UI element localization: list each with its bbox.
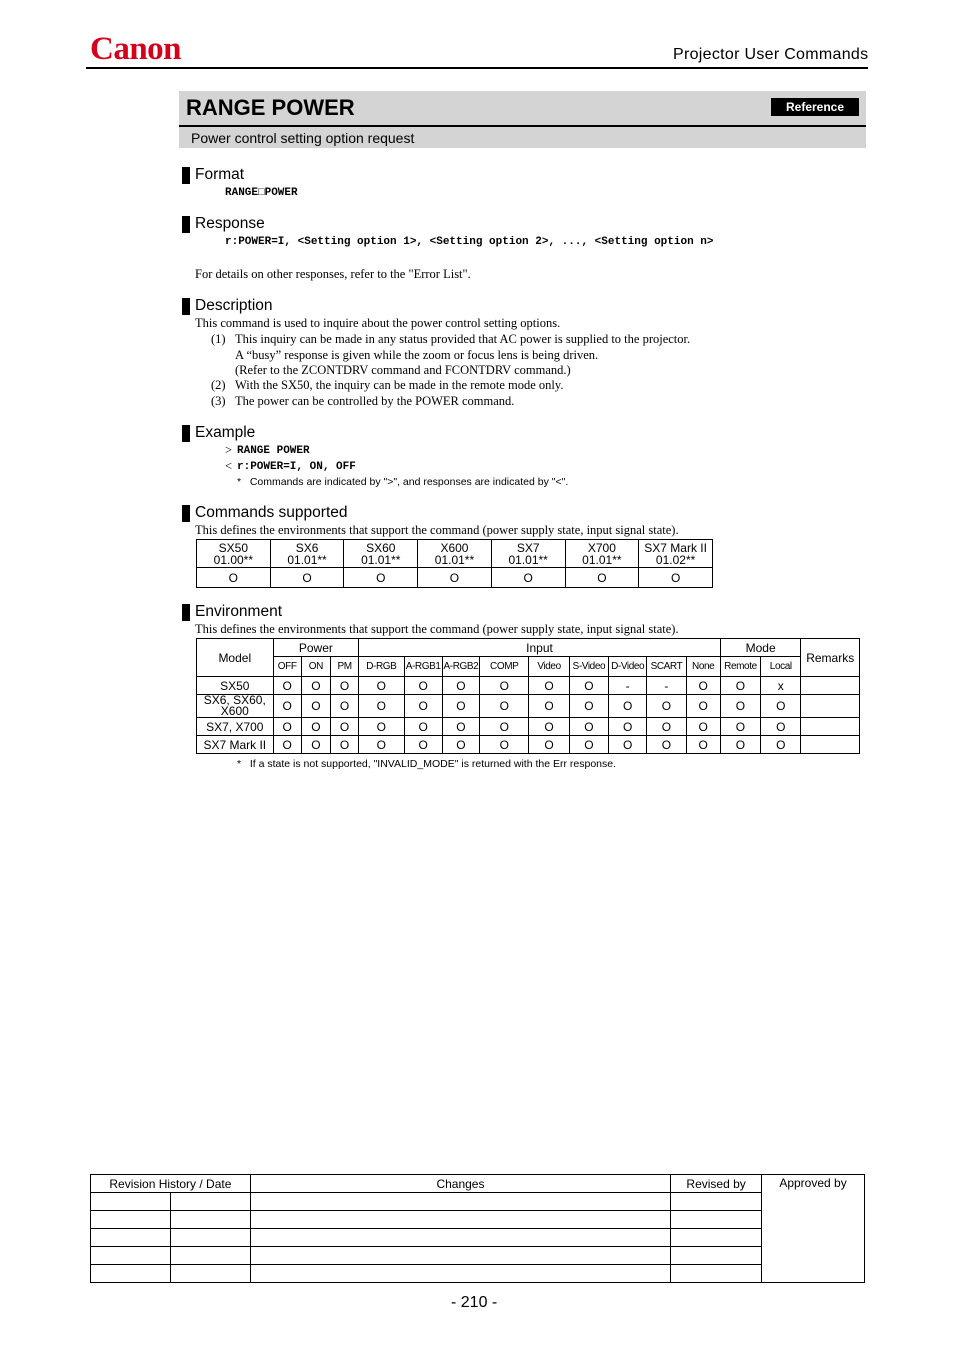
- state-value: O: [359, 695, 404, 718]
- state-column-header: PM: [330, 657, 358, 677]
- supported-intro: This defines the environments that support the command (power supply state, input signal state).: [195, 523, 679, 537]
- model-version-cell: X700 01.01**: [565, 540, 639, 568]
- state-value: O: [359, 736, 404, 754]
- remarks-cell: [801, 718, 860, 736]
- state-value: O: [480, 677, 529, 695]
- power-group-header: Power: [273, 639, 359, 657]
- state-value: O: [442, 718, 479, 736]
- format-command: RANGE□POWER: [225, 187, 298, 199]
- environment-intro: This defines the environments that support the command (power supply state, input signal state).: [195, 622, 679, 636]
- state-value: -: [609, 677, 647, 695]
- description-item-number: (1): [211, 332, 226, 346]
- revision-history-header: Revision History / Date: [91, 1175, 251, 1193]
- state-value: O: [273, 718, 301, 736]
- state-column-header: D-Video: [609, 657, 647, 677]
- header-rule: [86, 67, 868, 69]
- state-value: O: [529, 677, 569, 695]
- revision-cell: [250, 1211, 670, 1229]
- description-intro: This command is used to inquire about the power control setting options.: [195, 316, 561, 330]
- model-version-cell: SX60 01.01**: [344, 540, 418, 568]
- state-value: O: [404, 718, 442, 736]
- revision-cell: [671, 1193, 762, 1211]
- model-cell: SX50: [197, 677, 274, 695]
- command-subtitle: Power control setting option request: [191, 130, 415, 146]
- state-value: O: [301, 718, 330, 736]
- environment-note: * If a state is not supported, "INVALID_MODE" is returned with the Err response.: [237, 758, 617, 770]
- model-version-cell: SX7 01.01**: [491, 540, 565, 568]
- state-value: O: [529, 695, 569, 718]
- environment-row: [197, 695, 860, 718]
- remarks-cell: [801, 677, 860, 695]
- revision-cell: [170, 1247, 250, 1265]
- remarks-header: Remarks: [801, 639, 860, 677]
- mode-group-header: Mode: [720, 639, 801, 657]
- state-column-header: COMP: [480, 657, 529, 677]
- page-number: - 210 -: [451, 1294, 498, 1311]
- example-heading: Example: [195, 424, 256, 441]
- support-value: O: [418, 568, 492, 588]
- supported-table: [196, 539, 713, 588]
- state-value: O: [480, 695, 529, 718]
- state-value: O: [686, 736, 720, 754]
- description-item-line: The power can be controlled by the POWER command.: [235, 394, 515, 408]
- state-value: O: [273, 736, 301, 754]
- state-value: O: [330, 718, 358, 736]
- response-syntax: r:POWER=I, <Setting option 1>, <Setting option 2>, ..., <Setting option n>: [225, 236, 714, 248]
- state-value: O: [720, 695, 760, 718]
- section-marker: [182, 505, 190, 522]
- changes-header: Changes: [250, 1175, 670, 1193]
- state-column-header: OFF: [273, 657, 301, 677]
- state-column-header: ON: [301, 657, 330, 677]
- revision-cell: [91, 1247, 171, 1265]
- remarks-cell: [801, 736, 860, 754]
- revision-cell: [91, 1193, 171, 1211]
- state-value: O: [609, 736, 647, 754]
- remarks-cell: [801, 695, 860, 718]
- example-send: RANGE POWER: [237, 445, 310, 457]
- state-value: O: [273, 695, 301, 718]
- section-marker: [182, 425, 190, 442]
- model-version-cell: SX50 01.00**: [197, 540, 271, 568]
- support-value: O: [491, 568, 565, 588]
- section-marker: [182, 167, 190, 184]
- document-title: Projector User Commands: [673, 46, 869, 63]
- example-receive: r:POWER=I, ON, OFF: [237, 461, 356, 473]
- support-value: O: [344, 568, 418, 588]
- section-marker: [182, 298, 190, 315]
- model-cell: SX7 Mark II: [197, 736, 274, 754]
- revision-cell: [170, 1211, 250, 1229]
- state-value: O: [647, 695, 686, 718]
- command-title: RANGE POWER: [186, 95, 355, 120]
- state-column-header: None: [686, 657, 720, 677]
- state-value: O: [609, 695, 647, 718]
- description-item-line: This inquiry can be made in any status provided that AC power is supplied to the projector.: [235, 332, 691, 346]
- revision-cell: [250, 1265, 670, 1283]
- description-heading: Description: [195, 297, 273, 314]
- description-item-number: (3): [211, 394, 226, 408]
- state-value: O: [686, 695, 720, 718]
- state-value: O: [359, 718, 404, 736]
- state-value: O: [529, 718, 569, 736]
- description-item-line: (Refer to the ZCONTDRV command and FCONTDRV command.): [235, 363, 571, 377]
- description-item-number: (2): [211, 378, 226, 392]
- reference-badge: Reference: [771, 98, 859, 116]
- input-group-header: Input: [359, 639, 721, 657]
- model-version-cell: SX6 01.01**: [270, 540, 344, 568]
- send-prefix: >: [225, 443, 233, 457]
- state-column-header: Video: [529, 657, 569, 677]
- revision-cell: [250, 1193, 670, 1211]
- revision-cell: [170, 1229, 250, 1247]
- state-value: O: [404, 695, 442, 718]
- state-value: O: [761, 695, 801, 718]
- state-value: O: [330, 695, 358, 718]
- state-value: O: [569, 736, 608, 754]
- state-value: O: [404, 736, 442, 754]
- canon-logo: Canon: [90, 31, 182, 67]
- environment-row: [197, 677, 860, 695]
- state-value: O: [301, 695, 330, 718]
- description-item-line: A “busy” response is given while the zoom or focus lens is being driven.: [235, 348, 599, 362]
- revision-cell: [91, 1229, 171, 1247]
- state-value: O: [761, 736, 801, 754]
- model-header: Model: [197, 639, 274, 677]
- environment-table: [196, 638, 860, 754]
- state-value: O: [301, 677, 330, 695]
- revision-table: [90, 1174, 865, 1283]
- support-value: O: [197, 568, 271, 588]
- model-version-cell: X600 01.01**: [418, 540, 492, 568]
- state-value: O: [359, 677, 404, 695]
- state-value: -: [647, 677, 686, 695]
- state-value: O: [569, 677, 608, 695]
- format-heading: Format: [195, 166, 245, 183]
- state-column-header: A-RGB2: [442, 657, 479, 677]
- revised-by-header: Revised by: [671, 1175, 762, 1193]
- state-value: O: [273, 677, 301, 695]
- state-value: O: [647, 718, 686, 736]
- state-value: O: [330, 677, 358, 695]
- model-version-cell: SX7 Mark II 01.02**: [639, 540, 713, 568]
- environment-heading: Environment: [195, 603, 283, 620]
- revision-cell: [250, 1229, 670, 1247]
- revision-cell: [91, 1211, 171, 1229]
- state-value: O: [529, 736, 569, 754]
- state-value: O: [330, 736, 358, 754]
- state-value: O: [480, 736, 529, 754]
- state-column-header: A-RGB1: [404, 657, 442, 677]
- state-value: O: [569, 695, 608, 718]
- state-column-header: D-RGB: [359, 657, 404, 677]
- model-cell: SX6, SX60, X600: [197, 695, 274, 718]
- support-value: O: [270, 568, 344, 588]
- receive-prefix: <: [225, 459, 233, 473]
- state-value: O: [404, 677, 442, 695]
- model-cell: SX7, X700: [197, 718, 274, 736]
- supported-heading: Commands supported: [195, 504, 348, 521]
- revision-cell: [91, 1265, 171, 1283]
- state-value: O: [686, 718, 720, 736]
- support-value: O: [639, 568, 713, 588]
- revision-cell: [170, 1265, 250, 1283]
- revision-cell: [250, 1247, 670, 1265]
- state-value: O: [686, 677, 720, 695]
- state-value: O: [442, 736, 479, 754]
- state-value: O: [480, 718, 529, 736]
- state-value: x: [761, 677, 801, 695]
- description-item-line: With the SX50, the inquiry can be made in the remote mode only.: [235, 378, 564, 392]
- state-value: O: [442, 677, 479, 695]
- state-column-header: Local: [761, 657, 801, 677]
- state-column-header: SCART: [647, 657, 686, 677]
- state-value: O: [761, 718, 801, 736]
- revision-cell: [671, 1229, 762, 1247]
- state-column-header: S-Video: [569, 657, 608, 677]
- state-value: O: [720, 736, 760, 754]
- state-value: O: [720, 718, 760, 736]
- state-column-header: Remote: [720, 657, 760, 677]
- environment-row: [197, 718, 860, 736]
- section-marker: [182, 216, 190, 233]
- example-note: * Commands are indicated by ">", and responses are indicated by "<".: [237, 476, 569, 488]
- revision-cell: [170, 1193, 250, 1211]
- revision-cell: [671, 1265, 762, 1283]
- approved-by-header: Approved by: [762, 1175, 865, 1283]
- environment-row: [197, 736, 860, 754]
- state-value: O: [569, 718, 608, 736]
- state-value: O: [647, 736, 686, 754]
- response-note: For details on other responses, refer to the "Error List".: [195, 267, 471, 281]
- revision-cell: [671, 1247, 762, 1265]
- revision-cell: [671, 1211, 762, 1229]
- state-value: O: [720, 677, 760, 695]
- state-value: O: [301, 736, 330, 754]
- section-marker: [182, 604, 190, 621]
- response-heading: Response: [195, 215, 265, 232]
- state-value: O: [609, 718, 647, 736]
- support-value: O: [565, 568, 639, 588]
- state-value: O: [442, 695, 479, 718]
